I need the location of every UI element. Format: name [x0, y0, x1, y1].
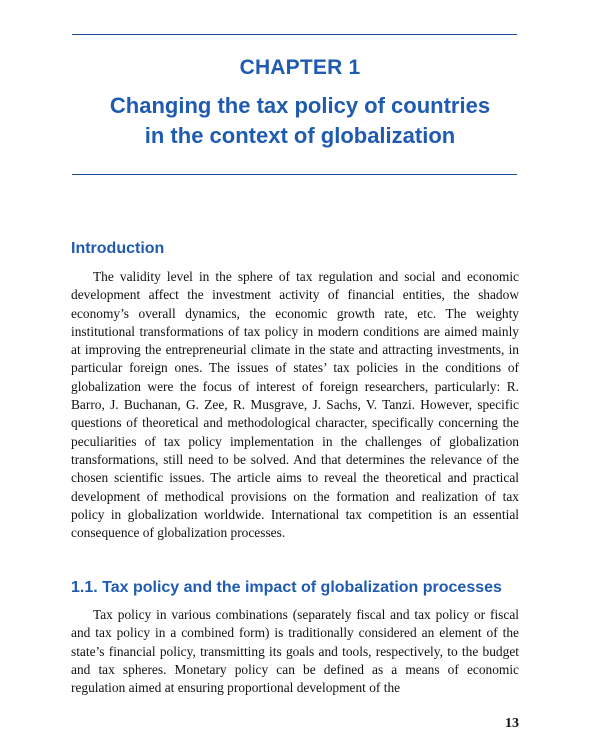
chapter-label: CHAPTER 1 [239, 56, 361, 79]
section-1-1-paragraph: Tax policy in various combinations (separately fiscal and tax policy or fiscal and tax policy in a combined form) is traditionally considered an element of the state’s financial policy, transmitting its goals and tools, respectively, to the budget and tax spheres. Monetary policy can be defined as a means of economic regulation aimed at ensuring proportional development of the [71, 607, 519, 696]
page-number: 13 [505, 716, 519, 731]
chapter-title-line-2: in the context of globalization [144, 123, 456, 148]
section-1-1-heading: 1.1. Tax policy and the impact of globalization processes [71, 579, 502, 596]
chapter-title-line-1: Changing the tax policy of countries [109, 93, 491, 118]
chapter-title [60, 91, 540, 151]
bottom-rule [72, 174, 517, 175]
introduction-heading: Introduction [71, 240, 165, 257]
top-rule [72, 34, 517, 35]
introduction-paragraph: The validity level in the sphere of tax regulation and social and economic development affect the investment activity of financial entities, the shadow economy’s overall dynamics, the economic growth rate, etc. The weighty institutional transformations of tax policy in modern conditions are aimed mainly at improving the entrepreneurial climate in the state and attracting investments, in particular foreign ones. The issues of states’ tax policies in the conditions of globalization were the focus of interest of foreign researchers, particularly: R. Barro, J. Buchanan, G. Zee, R. Musgrave, J. Sachs, V. Tanzi. However, specific questions of theoretical and methodological character, specifically concerning the peculiarities of tax policy implementation in the challenges of globalization transformations, still need to be solved. And that determines the relevance of the chosen scientific issues. The article aims to reveal the theoretical and practical development of methodical provisions on the formation and realization of tax policy in globalization worldwide. International tax competition is an essential consequence of globalization processes. [71, 269, 519, 541]
